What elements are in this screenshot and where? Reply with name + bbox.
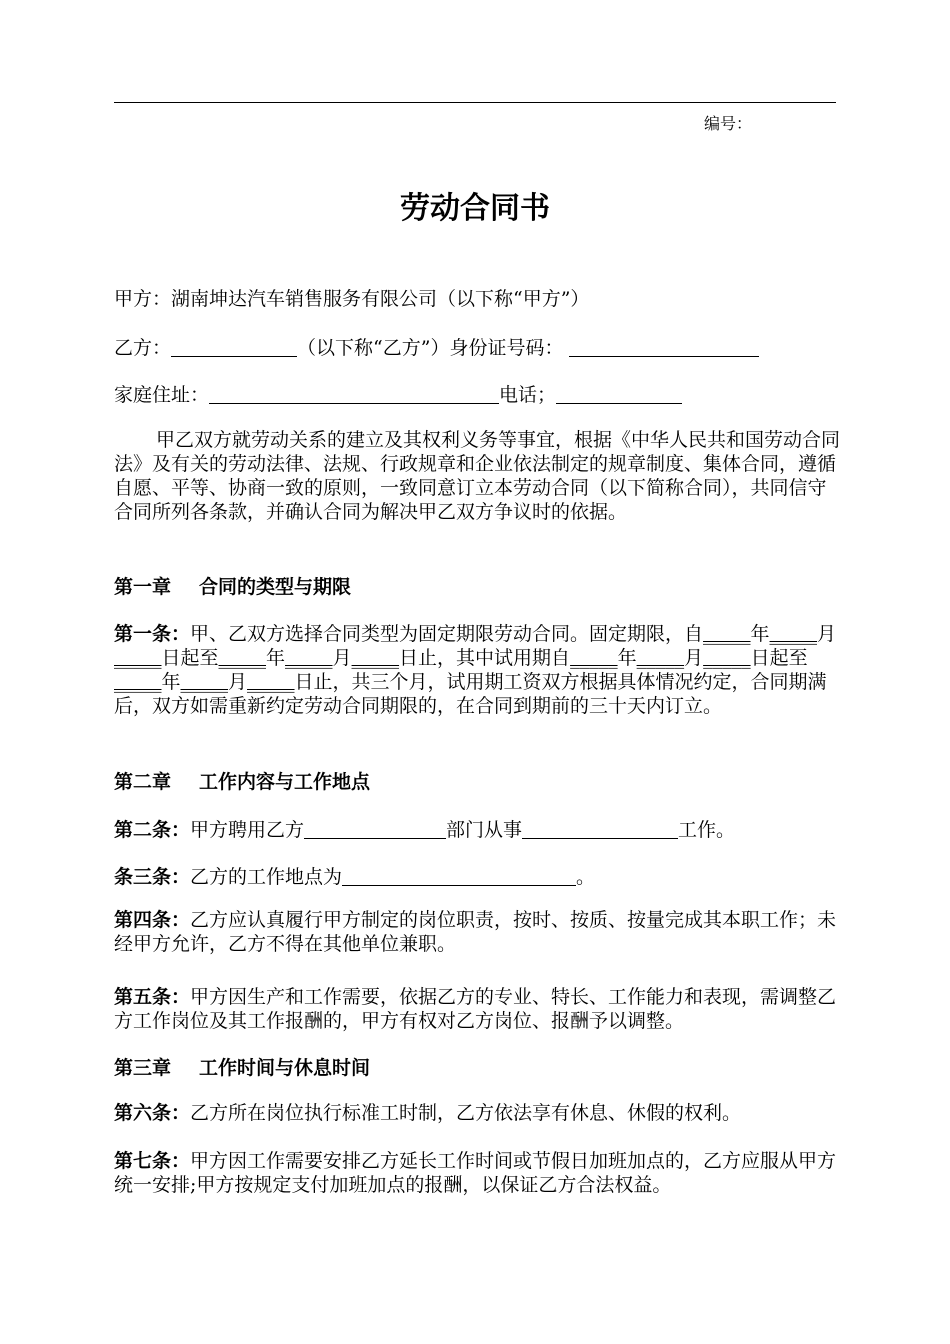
article-6: 第六条：乙方所在岗位执行标准工时制，乙方依法享有休息、休假的权利。 — [114, 1102, 742, 1124]
chapter-1-heading: 第一章 合同的类型与期限 — [114, 576, 352, 598]
id-number-field[interactable] — [569, 337, 759, 357]
job-field[interactable] — [522, 819, 678, 839]
article-7: 第七条：甲方因工作需要安排乙方延长工作时间或节假日加班加点的，乙方应服从甲方统一安排;甲方按规定支付加班加点的报酬，以保证乙方合法权益。 — [114, 1150, 837, 1196]
header-rule — [114, 102, 836, 103]
article-5: 第五条：甲方因生产和工作需要，依据乙方的专业、特长、工作能力和表现，需调整乙方工作岗位及其工作报酬的，甲方有权对乙方岗位、报酬予以调整。 — [114, 986, 837, 1032]
document-title: 劳动合同书 — [400, 191, 550, 226]
article-2: 第二条：甲方聘用乙方 部门从事 工作。 — [114, 819, 736, 841]
document-number-label: 编号： — [704, 114, 753, 133]
party-b-name-field[interactable] — [171, 337, 297, 357]
phone-field[interactable] — [556, 384, 682, 404]
address-field[interactable] — [209, 384, 499, 404]
party-b-alias: （以下称“乙方”）身份证号码： — [297, 337, 564, 359]
chapter-3-heading: 第三章 工作时间与休息时间 — [114, 1057, 371, 1079]
department-field[interactable] — [304, 819, 446, 839]
article-4: 第四条：乙方应认真履行甲方制定的岗位职责，按时、按质、按量完成其本职工作；未经甲方允许，乙方不得在其他单位兼职。 — [114, 909, 837, 955]
address-label: 家庭住址： — [114, 384, 210, 406]
chapter-2-heading: 第二章 工作内容与工作地点 — [114, 771, 371, 793]
article-3: 条三条：乙方的工作地点为 。 — [114, 866, 596, 888]
phone-label: 电话； — [499, 384, 557, 406]
party-b-line — [114, 333, 759, 360]
workplace-field[interactable] — [342, 866, 576, 886]
address-line — [114, 380, 682, 407]
article-1: 第一条：甲、乙双方选择合同类型为固定期限劳动合同。固定期限，自_____年_____月_____日起至_____年_____月_____日止，其中试用期自_____年_____月_____日起至_____年_____月_____日止，共三个月，试用期工资双方根据具体情况约定，合同期满后，双方如需重新约定劳动合同期限的，在合同到期前的三十天内订立。 — [114, 623, 837, 717]
party-a-line: 甲方：湖南坤达汽车销售服务有限公司（以下称“甲方”） — [114, 288, 590, 310]
party-b-label: 乙方： — [114, 337, 172, 359]
intro-paragraph: 甲乙双方就劳动关系的建立及其权利义务等事宜，根据《中华人民共和国劳动合同法》及有关的劳动法律、法规、行政规章和企业依法制定的规章制度、集体合同，遵循自愿、平等、协商一致的原则，一致同意订立本劳动合同（以下简称合同），共同信守合同所列各条款，并确认合同为解决甲乙双方争议时的依据。 — [114, 429, 841, 523]
